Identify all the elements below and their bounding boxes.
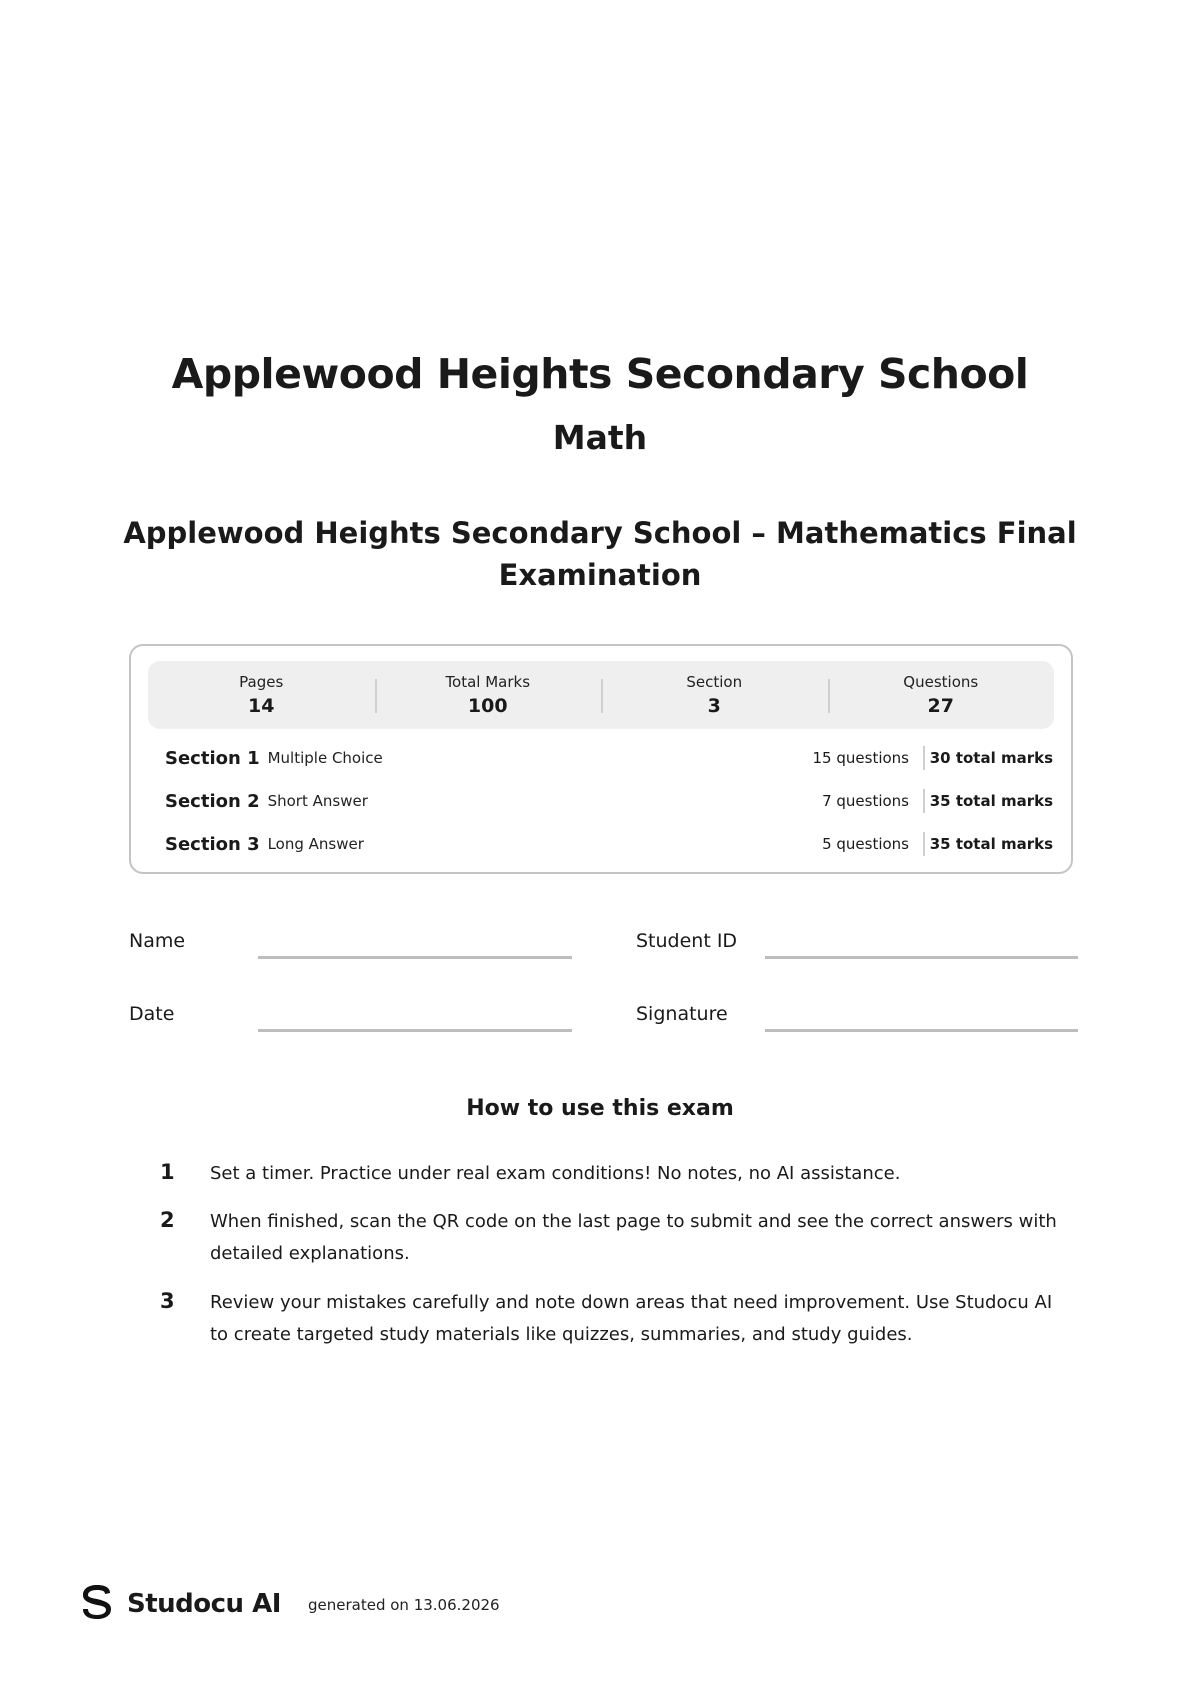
name-line: [258, 956, 572, 959]
stat-questions: [828, 661, 1055, 729]
section-type: Short Answer: [267, 792, 368, 810]
signature-label: Signature: [636, 1003, 728, 1025]
stat-label: Questions: [903, 673, 979, 691]
date-label: Date: [129, 1003, 175, 1025]
step-number: 1: [160, 1160, 175, 1184]
exam-summary-box: [129, 644, 1073, 874]
stat-value: 14: [248, 695, 275, 717]
stat-value: 3: [707, 695, 721, 717]
step-text: Review your mistakes carefully and note down areas that need improvement. Use Studocu AI to create targeted study materials like quizzes, summaries, and study guides.: [210, 1292, 1053, 1345]
section-row-2: [165, 788, 1053, 814]
section-marks: 30 total marks: [929, 749, 1053, 767]
stat-label: Pages: [239, 673, 284, 691]
student-id-line: [765, 956, 1078, 959]
stats-bar: [148, 661, 1054, 729]
school-title: Applewood Heights Secondary School: [171, 350, 1029, 398]
section-row-3: [165, 831, 1053, 857]
section-name: Section 3: [165, 833, 260, 855]
name-label: Name: [129, 930, 186, 952]
step-text: When finished, scan the QR code on the last page to submit and see the correct answers with detailed explanations.: [210, 1211, 1057, 1264]
signature-line: [765, 1029, 1078, 1032]
stat-label: Section: [686, 673, 743, 691]
section-name: Section 1: [165, 747, 260, 769]
stat-sections: [601, 661, 828, 729]
section-question-count: 5 questions: [822, 835, 909, 853]
stat-pages: [148, 661, 375, 729]
instructions-title: How to use this exam: [466, 1096, 734, 1121]
date-line: [258, 1029, 572, 1032]
section-marks: 35 total marks: [929, 835, 1053, 853]
generated-date: generated on 13.06.2026: [308, 1596, 500, 1614]
section-question-count: 7 questions: [822, 792, 909, 810]
stat-value: 27: [927, 695, 954, 717]
section-marks: 35 total marks: [929, 792, 1053, 810]
section-type: Multiple Choice: [267, 749, 383, 767]
studocu-logo-icon: [80, 1584, 114, 1620]
stat-value: 100: [467, 695, 508, 717]
section-name: Section 2: [165, 790, 260, 812]
section-row-1: [165, 745, 1053, 771]
footer-brand: Studocu AI: [127, 1589, 281, 1619]
stat-label: Total Marks: [445, 673, 531, 691]
section-question-count: 15 questions: [812, 749, 909, 767]
step-number: 2: [160, 1208, 175, 1232]
subject-title: Math: [552, 418, 648, 457]
student-id-label: Student ID: [636, 930, 738, 952]
step-number: 3: [160, 1289, 175, 1313]
section-type: Long Answer: [267, 835, 364, 853]
exam-title: Applewood Heights Secondary School – Mathematics Final Examination: [123, 516, 1077, 592]
step-text: Set a timer. Practice under real exam conditions! No notes, no AI assistance.: [210, 1163, 901, 1184]
stat-total-marks: [375, 661, 602, 729]
